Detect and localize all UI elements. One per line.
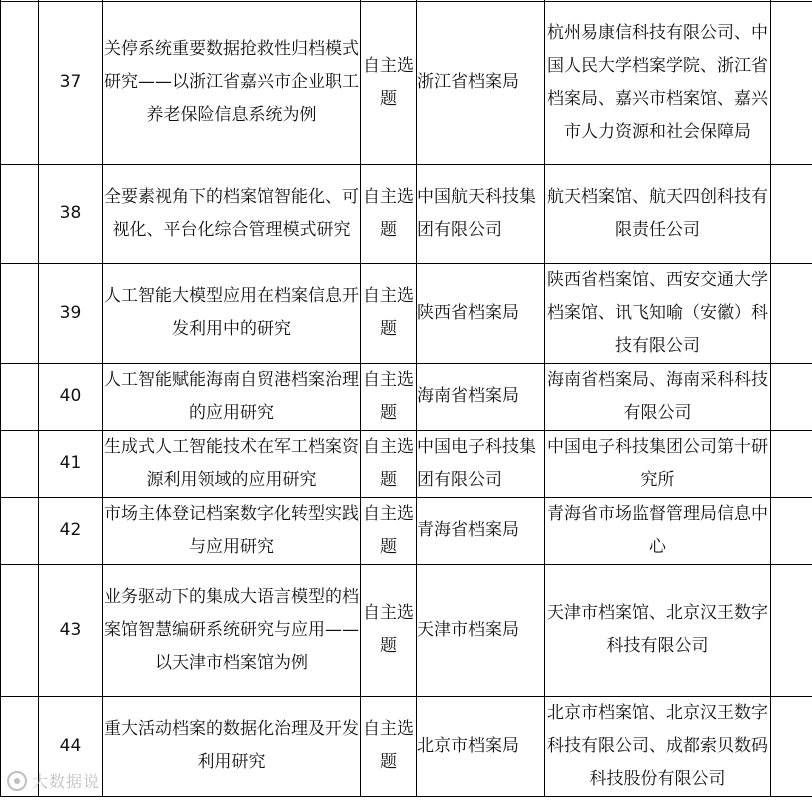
row-number: 38 — [39, 164, 103, 263]
row-number: 42 — [39, 497, 103, 564]
row-number: 39 — [39, 263, 103, 363]
edge-cell — [1, 430, 39, 497]
topic-type: 自主选题 — [361, 1, 417, 164]
watermark — [6, 769, 100, 792]
lead-organization: 北京市档案局 — [417, 696, 545, 796]
partner-organizations: 青海省市场监督管理局信息中心 — [545, 497, 771, 564]
lead-organization: 陕西省档案局 — [417, 263, 545, 363]
table-row — [1, 696, 812, 796]
topic-type: 自主选题 — [361, 430, 417, 497]
partner-organizations: 中国电子科技集团公司第十研究所 — [545, 430, 771, 497]
edge-cell — [771, 430, 812, 497]
partner-organizations: 陕西省档案馆、西安交通大学档案馆、讯飞知喻（安徽）科技有限公司 — [545, 263, 771, 363]
topic-type: 自主选题 — [361, 564, 417, 696]
topic-type: 自主选题 — [361, 363, 417, 430]
edge-cell — [771, 363, 812, 430]
lead-organization: 中国电子科技集团有限公司 — [417, 430, 545, 497]
project-title: 生成式人工智能技术在军工档案资源利用领域的应用研究 — [103, 430, 361, 497]
lead-organization: 天津市档案局 — [417, 564, 545, 696]
project-title: 市场主体登记档案数字化转型实践与应用研究 — [103, 497, 361, 564]
edge-cell — [771, 696, 812, 796]
project-title: 关停系统重要数据抢救性归档模式研究——以浙江省嘉兴市企业职工养老保险信息系统为例 — [103, 1, 361, 164]
project-title: 人工智能赋能海南自贸港档案治理的应用研究 — [103, 363, 361, 430]
edge-cell — [1, 497, 39, 564]
lead-organization: 海南省档案局 — [417, 363, 545, 430]
edge-cell — [771, 564, 812, 696]
partner-organizations: 北京市档案馆、北京汉王数字科技有限公司、成都索贝数码科技股份有限公司 — [545, 696, 771, 796]
table-row — [1, 497, 812, 564]
table-row — [1, 263, 812, 363]
edge-cell — [1, 564, 39, 696]
row-number: 40 — [39, 363, 103, 430]
row-number: 37 — [39, 1, 103, 164]
topic-type: 自主选题 — [361, 696, 417, 796]
lead-organization: 青海省档案局 — [417, 497, 545, 564]
row-number: 43 — [39, 564, 103, 696]
table-row — [1, 430, 812, 497]
watermark-text: 大数据说 — [32, 772, 101, 791]
table-row — [1, 1, 812, 164]
edge-cell — [771, 1, 812, 164]
edge-cell — [771, 164, 812, 263]
row-number: 41 — [39, 430, 103, 497]
edge-cell — [1, 263, 39, 363]
partner-organizations: 航天档案馆、航天四创科技有限责任公司 — [545, 164, 771, 263]
table-row — [1, 564, 812, 696]
table-row — [1, 363, 812, 430]
topic-type: 自主选题 — [361, 497, 417, 564]
partner-organizations: 天津市档案馆、北京汉王数字科技有限公司 — [545, 564, 771, 696]
row-number: 44 — [39, 696, 103, 796]
project-title: 重大活动档案的数据化治理及开发利用研究 — [103, 696, 361, 796]
topic-type: 自主选题 — [361, 164, 417, 263]
edge-cell — [1, 363, 39, 430]
partner-organizations: 杭州易康信科技有限公司、中国人民大学档案学院、浙江省档案局、嘉兴市档案馆、嘉兴市人力资源和社会保障局 — [545, 1, 771, 164]
partner-organizations: 海南省档案局、海南采科科技有限公司 — [545, 363, 771, 430]
project-title: 人工智能大模型应用在档案信息开发利用中的研究 — [103, 263, 361, 363]
topic-type: 自主选题 — [361, 263, 417, 363]
table-row — [1, 164, 812, 263]
watermark-logo-icon — [6, 770, 28, 792]
lead-organization: 中国航天科技集团有限公司 — [417, 164, 545, 263]
edge-cell — [1, 164, 39, 263]
edge-cell — [771, 263, 812, 363]
project-title: 全要素视角下的档案馆智能化、可视化、平台化综合管理模式研究 — [103, 164, 361, 263]
edge-cell — [1, 1, 39, 164]
project-title: 业务驱动下的集成大语言模型的档案馆智慧编研系统研究与应用——以天津市档案馆为例 — [103, 564, 361, 696]
lead-organization: 浙江省档案局 — [417, 1, 545, 164]
edge-cell — [771, 497, 812, 564]
